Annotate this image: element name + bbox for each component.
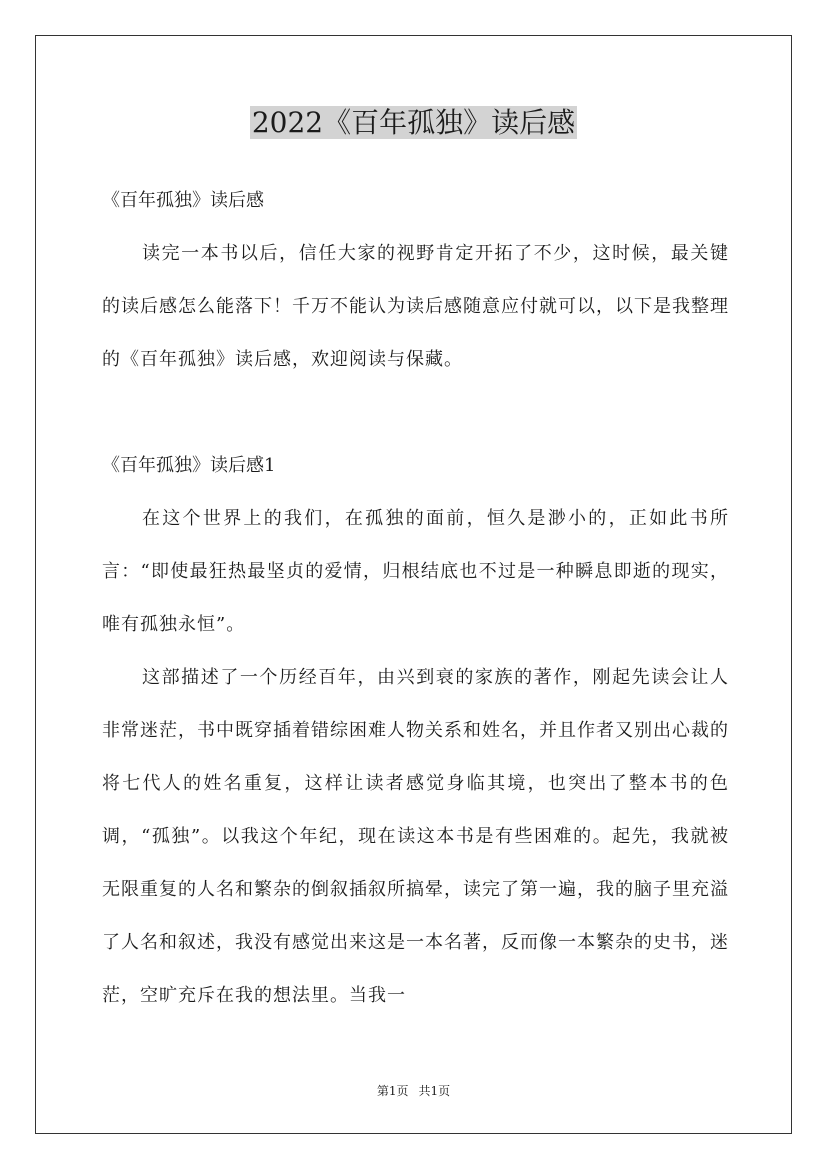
document-body: [102, 174, 729, 1022]
essay-1-heading: 《百年孤独》读后感1: [102, 455, 276, 476]
page-total: 共1页: [418, 1084, 451, 1098]
intro-paragraph: 读完一本书以后，信任大家的视野肯定开拓了不少，这时候，最关键的读后感怎么能落下！千万不能认为读后感随意应付就可以，以下是我整理的《百年孤独》读后感，欢迎阅读与保藏。: [102, 243, 729, 370]
essay-1-paragraph-2: 这部描述了一个历经百年，由兴到衰的家族的著作，刚起先读会让人非常迷茫，书中既穿插着错综困难人物关系和姓名，并且作者又别出心裁的将七代人的姓名重复，这样让读者感觉身临其境，也突出了整本书的色调，“孤独”。以我这个年纪，现在读这本书是有些困难的。起先，我就被无限重复的人名和繁杂的倒叙插叙所搞晕，读完了第一遍，我的脑子里充溢了人名和叙述，我没有感觉出来这是一本名著，反而像一本繁杂的史书，迷茫，空旷充斥在我的想法里。当我一: [102, 667, 729, 1006]
document-title-text: 2022《百年孤独》读后感: [251, 106, 576, 139]
page-number: 第1页: [376, 1084, 409, 1098]
blank-line: [102, 386, 729, 439]
intro-heading: 《百年孤独》读后感: [102, 190, 264, 211]
essay-1-paragraph-1: 在这个世界上的我们，在孤独的面前，恒久是渺小的，正如此书所言：“即使最狂热最坚贞的爱情，归根结底也不过是一种瞬息即逝的现实，唯有孤独永恒”。: [102, 508, 729, 635]
document-title: [0, 100, 827, 146]
page-footer: [0, 1083, 827, 1099]
